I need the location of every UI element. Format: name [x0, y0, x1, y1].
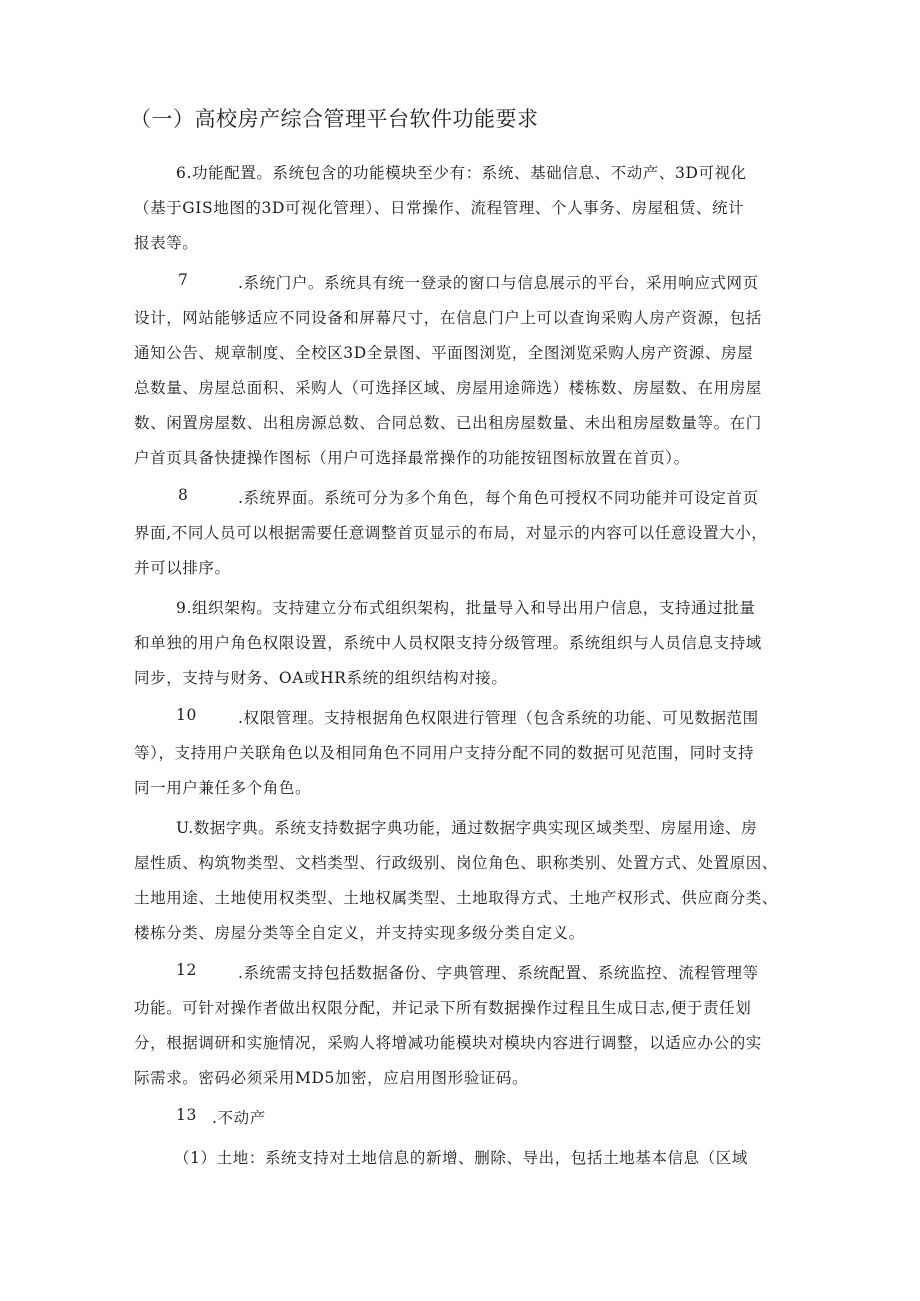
paragraph-11-line-4: 楼栋分类、房屋分类等全自定义，并支持实现多级分类自定义。 — [134, 924, 585, 942]
paragraph-9-line-3: 同步，支持与财务、OA或HR系统的组织结构对接。 — [134, 669, 508, 687]
paragraph-6-line-2: （基于GIS地图的3D可视化管理）、日常操作、流程管理、个人事务、房屋租赁、统计 — [134, 199, 745, 217]
paragraph-10-line-2: 等），支持用户关联角色以及相同角色不同用户支持分配不同的数据可见范围，同时支持 — [134, 744, 755, 762]
paragraph-13-1-line-1: （1）土地：系统支持对土地信息的新增、删除、导出，包括土地基本信息（区域 — [174, 1149, 748, 1167]
paragraph-12-line-2: 功能。可针对操作者做出权限分配，并记录下所有数据操作过程且生成日志,便于责任划 — [134, 999, 752, 1017]
paragraph-10-line-1: .权限管理。支持根据角色权限进行管理（包含系统的功能、可见数据范围 — [238, 709, 759, 727]
paragraph-12-number: 12 — [176, 961, 197, 979]
paragraph-8-number: 8 — [178, 486, 189, 504]
paragraph-7-line-3: 通知公告、规章制度、全校区3D全景图、平面图浏览，全图浏览采购人房产资源、房屋 — [134, 344, 754, 362]
paragraph-7-line-5: 数、闲置房屋数、出租房源总数、合同总数、已出租房屋数量、未出租房屋数量等。在门 — [134, 414, 762, 432]
paragraph-12-line-4: 际需求。密码必须采用MD5加密，应启用图形验证码。 — [134, 1069, 529, 1087]
paragraph-6-line-3: 报表等。 — [134, 234, 199, 252]
paragraph-10-line-3: 同一用户兼任多个角色。 — [134, 779, 312, 797]
paragraph-11-line-1: U.数据字典。系统支持数据字典功能，通过数据字典实现区域类型、房屋用途、房 — [176, 819, 758, 837]
paragraph-9-line-1: 9.组织架构。支持建立分布式组织架构，批量导入和导出用户信息，支持通过批量 — [176, 599, 756, 617]
paragraph-9-line-2: 和单独的用户角色权限设置，系统中人员权限支持分级管理。系统组织与人员信息支持域 — [134, 634, 762, 652]
paragraph-12-line-3: 分，根据调研和实施情况，采购人将增减功能模块对模块内容进行调整，以适应办公的实 — [134, 1034, 762, 1052]
paragraph-13-line-1: .不动产 — [212, 1109, 266, 1127]
paragraph-11-line-3: 土地用途、土地使用权类型、土地权属类型、土地取得方式、土地产权形式、供应商分类、 — [134, 889, 779, 907]
section-heading: （一）高校房产综合管理平台软件功能要求 — [130, 107, 539, 131]
paragraph-7-line-4: 总数量、房屋总面积、采购人（可选择区域、房屋用途筛选）楼栋数、房屋数、在用房屋 — [134, 379, 762, 397]
paragraph-13-number: 13 — [176, 1106, 197, 1124]
paragraph-12-line-1: .系统需支持包括数据备份、字典管理、系统配置、系统监控、流程管理等 — [238, 964, 759, 982]
paragraph-8-line-1: .系统界面。系统可分为多个角色，每个角色可授权不同功能并可设定首页 — [238, 489, 759, 507]
paragraph-7-line-2: 设计，网站能够适应不同设备和屏幕尺寸，在信息门户上可以查询采购人房产资源，包括 — [134, 309, 762, 327]
paragraph-7-number: 7 — [178, 271, 189, 289]
paragraph-11-line-2: 屋性质、构筑物类型、文档类型、行政级别、岗位角色、职称类别、处置方式、处置原因、 — [134, 854, 779, 872]
paragraph-10-number: 10 — [176, 706, 197, 724]
paragraph-8-line-2: 界面,不同人员可以根据需要任意调整首页显示的布局，对显示的内容可以任意设置大小， — [134, 524, 768, 542]
paragraph-7-line-6: 户首页具备快捷操作图标（用户可选择最常操作的功能按钮图标放置在首页）。 — [134, 449, 690, 467]
paragraph-6-line-1: 6.功能配置。系统包含的功能模块至少有：系统、基础信息、不动产、3D可视化 — [176, 164, 747, 182]
paragraph-7-line-1: .系统门户。系统具有统一登录的窗口与信息展示的平台，采用响应式网页 — [238, 274, 759, 292]
paragraph-8-line-3: 并可以排序。 — [134, 559, 231, 577]
